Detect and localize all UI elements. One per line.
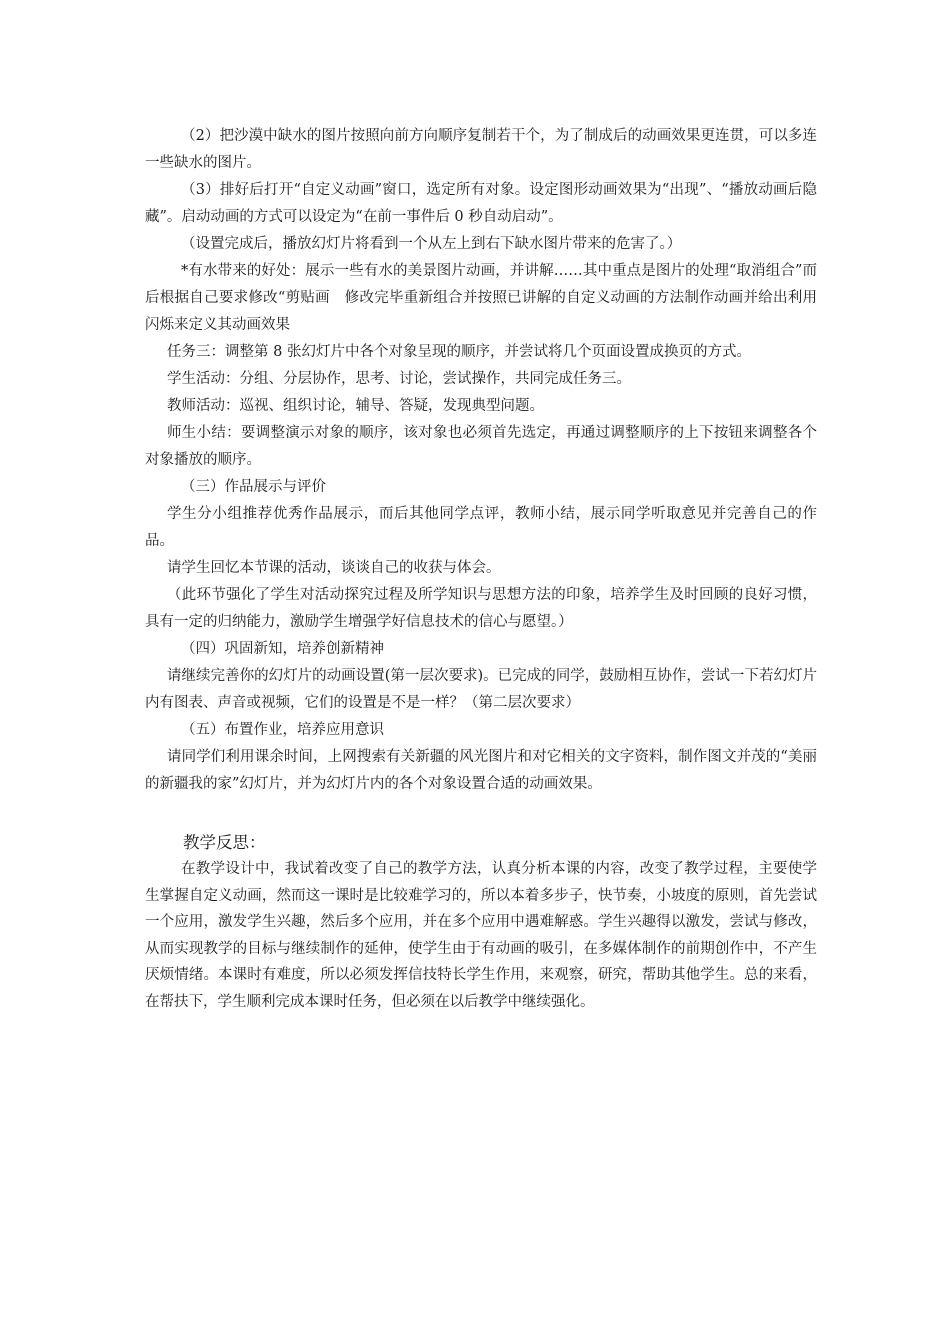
summary-paragraph: 师生小结：要调整演示对象的顺序，该对象也必须首先选定，再通过调整顺序的上下按钮来调整各个对象播放的顺序。 (145, 425, 817, 468)
document-body (145, 123, 817, 1015)
reinforcement-note-paragraph: （此环节强化了学生对活动探究过程及所学知识与思想方法的印象，培养学生及时回顾的良好习惯，具有一定的归纳能力，激励学生增强学好信息技术的信心与愿望。） (145, 587, 817, 630)
section-three-heading: （三）作品展示与评价 (181, 479, 326, 495)
reflection-paragraph: 在教学设计中，我试着改变了自己的教学方法，认真分析本课的内容，改变了教学过程，主要使学生掌握自定义动画，然而这一课时是比较难学习的，所以本着多步子，快节奏，小坡度的原则，首先尝试一个应用，激发学生兴趣，然后多个应用，并在多个应用中遇难解惑。学生兴趣得以激发，尝试与修改，从而实现教学的目标与继续制作的延伸，使学生由于有动画的吸引，在多媒体制作的前期创作中，不产生厌烦情绪。本课时有难度，所以必须发挥信技特长学生作用，来观察，研究，帮助其他学生。总的来看，在帮扶下，学生顺利完成本课时任务，但必须在以后教学中继续强化。 (145, 861, 817, 1010)
homework-paragraph: 请同学们利用课余时间，上网搜索有关新疆的风光图片和对它相关的文字资料，制作图文并茂的“美丽的新疆我的家”幻灯片，并为幻灯片内的各个对象设置合适的动画效果。 (145, 749, 817, 792)
step-2-paragraph: （2）把沙漠中缺水的图片按照向前方向顺序复制若干个，为了制成后的动画效果更连贯，可以多连一些缺水的图片。 (145, 128, 817, 171)
step-3-paragraph: （3）排好后打开“自定义动画”窗口，选定所有对象。设定图形动画效果为“出现”、“播放动画后隐藏”。启动动画的方式可以设定为“在前一事件后 0 秒自动启动”。 (145, 182, 817, 225)
student-activity-paragraph: 学生活动：分组、分层协作，思考、讨论，尝试操作，共同完成任务三。 (167, 371, 631, 387)
water-benefits-paragraph: *有水带来的好处：展示一些有水的美景图片动画，并讲解……其中重点是图片的处理“取消组合”而后根据自己要求修改“剪贴画 修改完毕重新组合并按照已讲解的自定义动画的方法制作动画并给出利用闪烁来定义其动画效果 (145, 263, 817, 333)
recall-paragraph: 请学生回忆本节课的活动，谈谈自己的收获与体会。 (167, 560, 501, 576)
reflection-heading: 教学反思： (183, 833, 266, 852)
section-four-heading: （四）巩固新知，培养创新精神 (181, 641, 384, 657)
teacher-activity-paragraph: 教师活动：巡视、组织讨论，辅导、答疑，发现典型问题。 (167, 398, 544, 414)
section-five-heading: （五）布置作业，培养应用意识 (181, 722, 384, 738)
showcase-paragraph: 学生分小组推荐优秀作品展示，而后其他同学点评，教师小结，展示同学听取意见并完善自己的作品。 (145, 506, 817, 549)
task-three-paragraph: 任务三：调整第 8 张幻灯片中各个对象呈现的顺序，并尝试将几个页面设置成换页的方式。 (167, 344, 751, 360)
continue-improve-paragraph: 请继续完善你的幻灯片的动画设置(第一层次要求)。已完成的同学，鼓励相互协作，尝试一下若幻灯片内有图表、声音或视频，它们的设置是不是一样？（第二层次要求） (145, 668, 817, 711)
setup-note-paragraph: （设置完成后，播放幻灯片将看到一个从左上到右下缺水图片带来的危害了。） (181, 236, 682, 252)
